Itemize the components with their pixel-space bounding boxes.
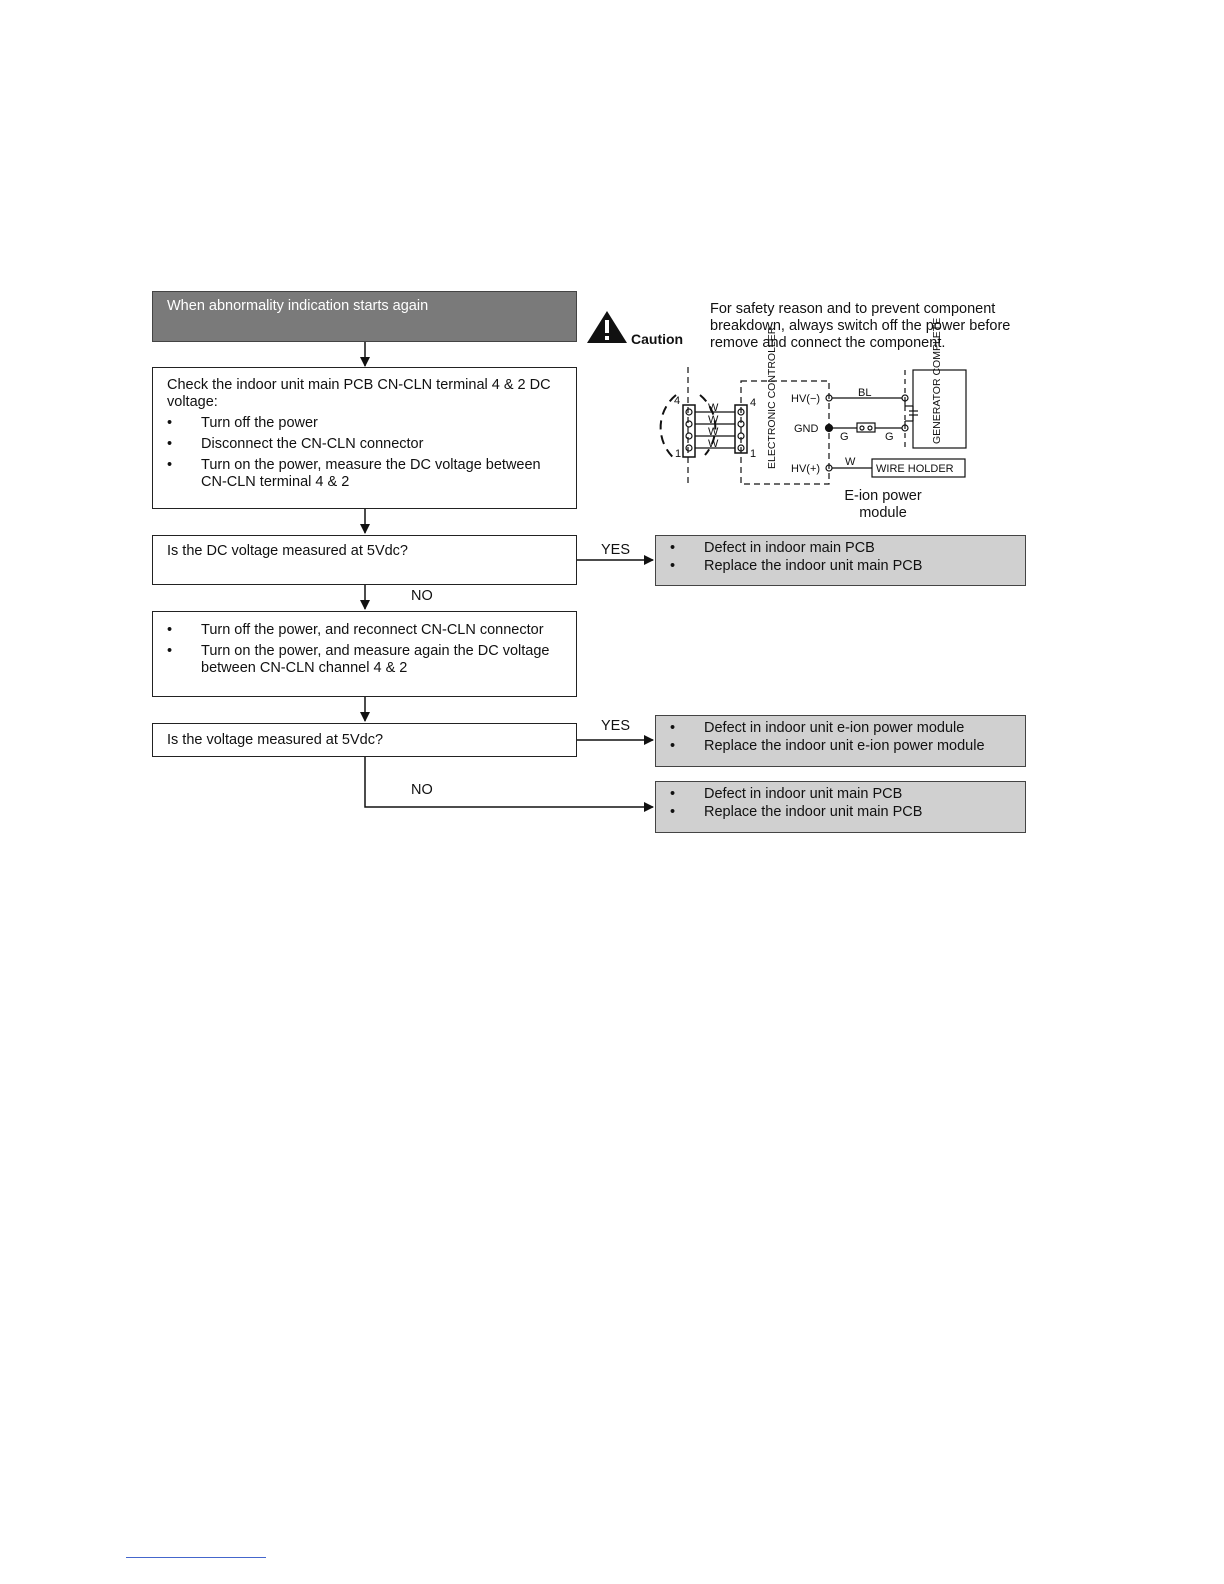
diagram-wire-label-2: W [708, 414, 719, 426]
diagram-connector-top: 4 [750, 397, 757, 409]
check-item-1: • Turn off the power [167, 415, 562, 432]
q1-text: Is the DC voltage measured at 5Vdc? [167, 543, 408, 559]
module-caption-line-2: module [859, 505, 907, 521]
diagram-connector-bottom: 1 [750, 448, 757, 460]
q1-yes-list [670, 540, 1011, 575]
check-item-2: • Disconnect the CN-CLN connector [167, 436, 562, 453]
diagram-hv-minus: HV(−) [791, 393, 821, 405]
q2-box [152, 723, 577, 757]
q1-yes-item-1: • Defect in indoor main PCB [670, 540, 1011, 557]
diagram-pin-bottom: 1 [675, 448, 682, 460]
q1-no-label: NO [411, 588, 433, 604]
diagram-g-left: G [840, 431, 849, 443]
module-caption [823, 488, 943, 522]
check-list [167, 415, 562, 491]
q1-yes-item-2: • Replace the indoor unit main PCB [670, 558, 1011, 575]
q1-yes-result-box [655, 535, 1026, 586]
q2-yes-list [670, 720, 1011, 755]
diagram-wire-label-1: W [708, 402, 719, 414]
diagram-w: W [845, 456, 856, 468]
q2-yes-item-1: • Defect in indoor unit e-ion power module [670, 720, 1011, 737]
diagram-hv-plus: HV(+) [791, 463, 821, 475]
check-item-3: • Turn on the power, measure the DC voltage between CN-CLN terminal 4 & 2 [167, 457, 562, 491]
start-text: When abnormality indication starts again [167, 298, 429, 314]
q2-no-label: NO [411, 782, 433, 798]
check-intro: Check the indoor unit main PCB CN-CLN terminal 4 & 2 DC voltage: [167, 377, 551, 410]
q2-yes-item-2: • Replace the indoor unit e-ion power module [670, 738, 1011, 755]
diagram-bl: BL [858, 387, 872, 399]
caution-label: Caution [631, 331, 684, 347]
diagram-wire-holder: WIRE HOLDER [876, 463, 954, 475]
diagram-generator-label: GENERATOR COMPLETE [931, 317, 943, 444]
q1-box [152, 535, 577, 585]
reconnect-list [167, 622, 562, 677]
q2-no-item-2: • Replace the indoor unit main PCB [670, 804, 1011, 821]
diagram-controller-label: ELECTRONIC CONTROLLER [766, 326, 778, 469]
q2-text: Is the voltage measured at 5Vdc? [167, 732, 384, 748]
q1-yes-label: YES [601, 542, 631, 558]
q2-no-result-box [655, 781, 1026, 833]
diagram-wire-label-3: W [708, 426, 719, 438]
caution-warning-icon [587, 311, 627, 343]
diagram-gnd: GND [794, 423, 819, 435]
reconnect-box [152, 611, 577, 697]
q2-yes-label: YES [601, 718, 631, 734]
start-box [152, 291, 577, 342]
diagram-g-right: G [885, 431, 894, 443]
diagram-pin-top: 4 [674, 395, 681, 407]
reconnect-item-1: • Turn off the power, and reconnect CN-CLN connector [167, 622, 562, 639]
q2-yes-result-box [655, 715, 1026, 767]
q2-no-item-1: • Defect in indoor unit main PCB [670, 786, 1011, 803]
diagram-wire-label-4: W [708, 438, 719, 450]
q2-no-list [670, 786, 1011, 821]
module-caption-line-1: E-ion power [844, 488, 922, 504]
reconnect-item-2: • Turn on the power, and measure again the DC voltage between CN-CLN channel 4 & 2 [167, 643, 562, 677]
arrow-q2-no [365, 757, 653, 807]
caution-text: For safety reason and to prevent component breakdown, always switch off the power before remove and connect the component. [710, 301, 1011, 351]
check-box [152, 367, 577, 509]
footer-underline [126, 1557, 266, 1558]
